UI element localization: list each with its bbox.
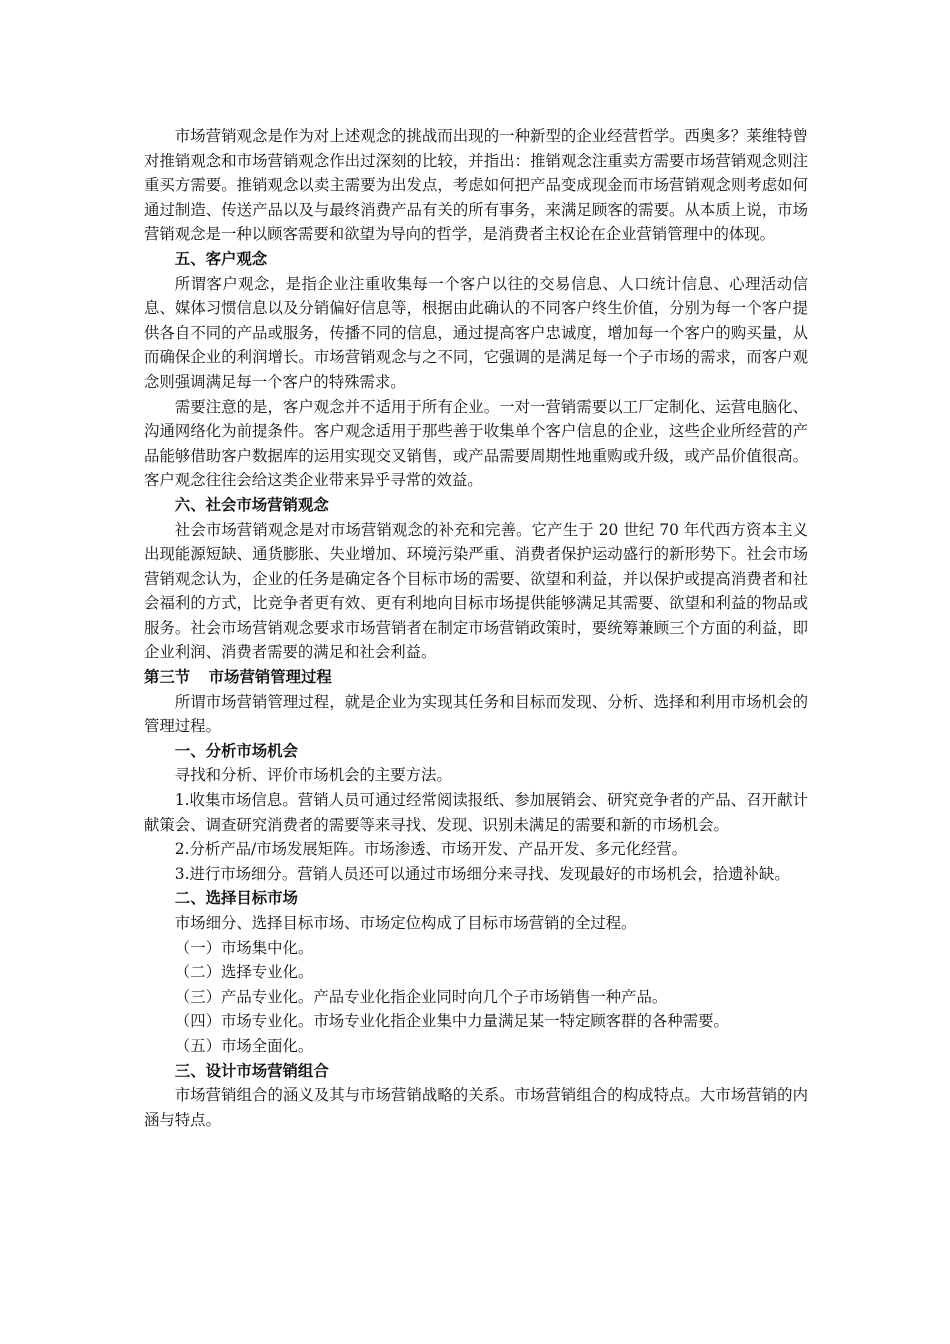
list-item: （二）选择专业化。: [174, 963, 314, 982]
heading-customer-concept: 五、客户观念: [174, 249, 268, 268]
paragraph-market-concept: 市场营销观念是作为对上述观念的挑战而出现的一种新型的企业经营哲学。西奥多？莱维特曾对推销观念和市场营销观念作出过深刻的比较，并指出：推销观念注重卖方需要市场营销观念则注重买方需要。推销观念以卖主需要为出发点，考虑如何把产品变成现金而市场营销观念则考虑如何通过制造、传送产品以及与最终消费产品有关的所有事务，来满足顾客的需要。从本质上说，市场营销观念是一种以顾客需要和欲望为导向的哲学，是消费者主权论在企业营销管理中的体现。: [144, 127, 808, 244]
paragraph-marketing-mix: 市场营销组合的涵义及其与市场营销战略的关系。市场营销组合的构成特点。大市场营销的内涵与特点。: [144, 1086, 808, 1129]
heading-analyze-opportunity: 一、分析市场机会: [174, 741, 298, 760]
heading-target-market: 二、选择目标市场: [174, 889, 298, 908]
paragraph-management-process: 所谓市场营销管理过程，就是企业为实现其任务和目标而发现、分析、选择和利用市场机会的管理过程。: [144, 692, 808, 736]
list-item: （五）市场全面化。: [174, 1036, 314, 1055]
paragraph-segmentation: 3.进行市场细分。营销人员还可以通过市场细分来寻找、发现最好的市场机会，拾遗补缺。: [174, 864, 790, 883]
list-item: （一）市场集中化。: [174, 938, 314, 957]
heading-social-marketing: 六、社会市场营销观念: [174, 495, 329, 514]
document-page: [144, 124, 808, 1132]
paragraph-matrix: 2.分析产品/市场发展矩阵。市场渗透、市场开发、产品开发、多元化经营。: [174, 840, 688, 859]
heading-marketing-mix: 三、设计市场营销组合: [174, 1061, 329, 1080]
section-number: 第三节: [144, 668, 191, 687]
section-title: 市场营销管理过程: [208, 668, 332, 687]
paragraph-social-marketing: 社会市场营销观念是对市场营销观念的补充和完善。它产生于 20 世纪 70 年代西方资本主义出现能源短缺、通货膨胀、失业增加、环境污染严重、消费者保护运动盛行的新形势下。社会市场营销观念认为，企业的任务是确定各个目标市场的需要、欲望和利益，并以保护或提高消费者和社会福利的方式，比竞争者更有效、更有利地向目标市场提供能够满足其需要、欲望和利益的物品或服务。社会市场营销观念要求市场营销者在制定市场营销政策时，要统筹兼顾三个方面的利益，即企业利润、消费者需要的满足和社会利益。: [144, 520, 808, 662]
list-item: （三）产品专业化。产品专业化指企业同时向几个子市场销售一种产品。: [174, 987, 668, 1006]
section-heading: [144, 665, 808, 690]
paragraph-customer-concept-note: 需要注意的是，客户观念并不适用于所有企业。一对一营销需要以工厂定制化、运营电脑化、沟通网络化为前提条件。客户观念适用于那些善于收集单个客户信息的企业，这些企业所经营的产品能够借助客户数据库的运用实现交叉销售，或产品需要周期性地重购或升级，或产品价值很高。客户观念往往会给这类企业带来异乎寻常的效益。: [144, 397, 808, 490]
paragraph-target-market: 市场细分、选择目标市场、市场定位构成了目标市场营销的全过程。: [174, 914, 637, 932]
paragraph-collect-info: 1.收集市场信息。营销人员可通过经常阅读报纸、参加展销会、研究竞争者的产品、召开献计献策会、调查研究消费者的需要等来寻找、发现、识别未满足的需要和新的市场机会。: [144, 791, 808, 834]
paragraph-methods: 寻找和分析、评价市场机会的主要方法。: [174, 766, 452, 785]
paragraph-customer-concept: 所谓客户观念，是指企业注重收集每一个客户以往的交易信息、人口统计信息、心理活动信息、媒体习惯信息以及分销偏好信息等，根据由此确认的不同客户终生价值，分别为每一个客户提供各自不同的产品或服务，传播不同的信息，通过提高客户忠诚度，增加每一个客户的购买量，从而确保企业的利润增长。市场营销观念与之不同，它强调的是满足每一个子市场的需求，而客户观念则强调满足每一个客户的特殊需求。: [144, 274, 808, 391]
list-item: （四）市场专业化。市场专业化指企业集中力量满足某一特定顾客群的各种需要。: [174, 1012, 729, 1031]
